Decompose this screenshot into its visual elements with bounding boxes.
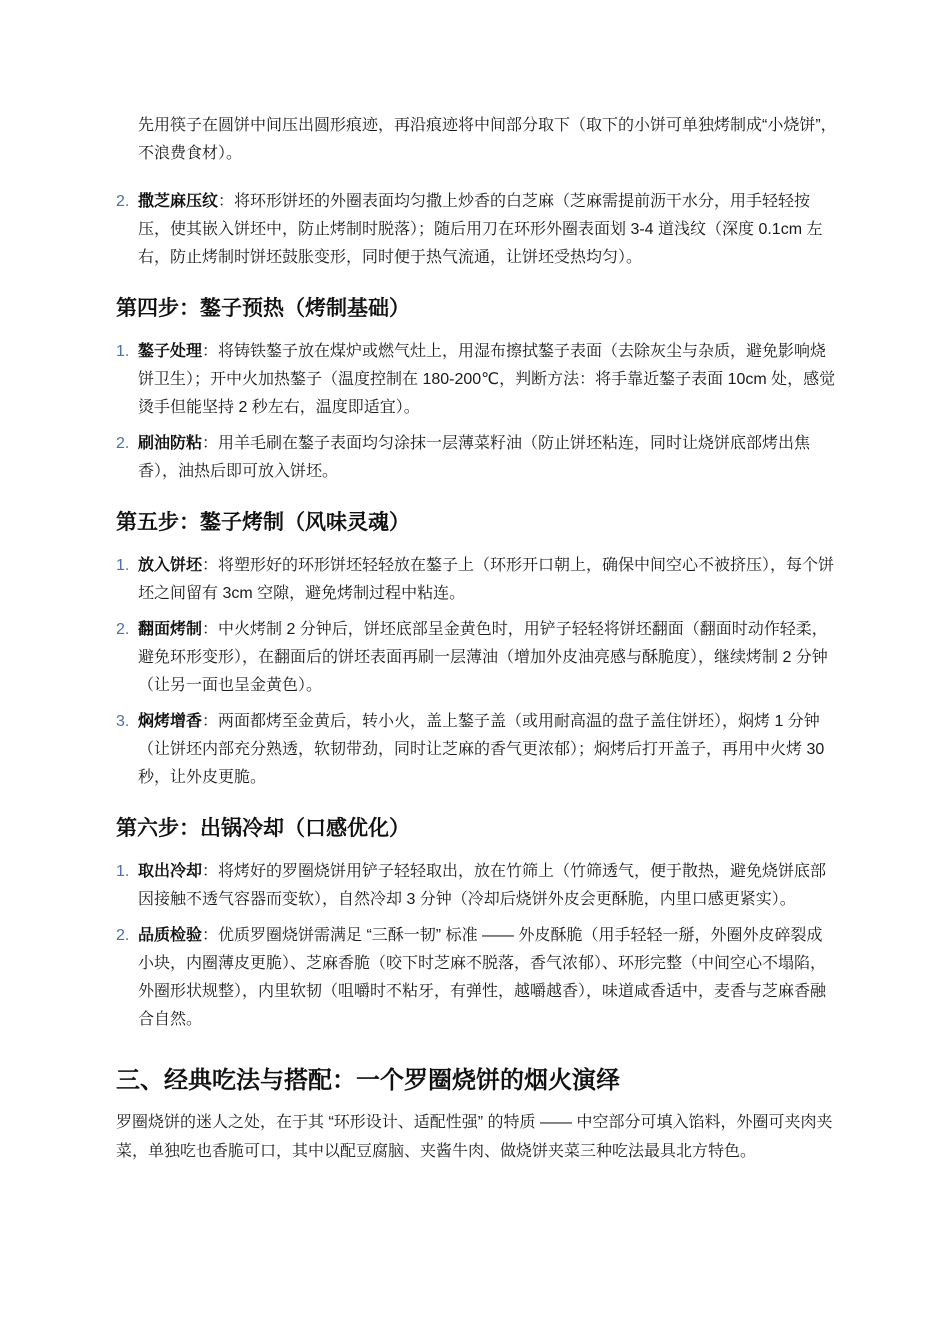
- list-item-term: 翻面烤制: [138, 621, 203, 638]
- section-heading-step6: 第六步：出锅冷却（口感优化）: [116, 817, 410, 840]
- section-heading-step5: 第五步：鏊子烤制（风味灵魂）: [116, 511, 410, 534]
- list-item-term: 品质检验: [138, 927, 203, 944]
- step5-list: [116, 552, 838, 792]
- list-item-sesame-pressing: [116, 188, 838, 272]
- list-item-place-dough: [116, 552, 838, 608]
- list-number: 1.: [116, 863, 130, 880]
- list-item-text: ：将塑形好的环形饼坯轻轻放在鏊子上（环形开口朝上，确保中间空心不被挤压），每个饼坯之间留有 3cm 空隙，避免烤制过程中粘连。: [138, 557, 835, 602]
- list-item-term: 鏊子处理: [138, 343, 203, 360]
- list-item-text: ：优质罗圈烧饼需满足 “三酥一韧” 标准 —— 外皮酥脆（用手轻轻一掰，外圈外皮碎裂成小块，内圈薄皮更脆）、芝麻香脆（咬下时芝麻不脱落，香气浓郁）、环形完整（中间空心不塌陷，外圈形状规整），内里软韧（咀嚼时不粘牙，有弹性，越嚼越香），味道咸香适中，麦香与芝麻香融合自然。: [138, 927, 827, 1028]
- list-number: 1.: [116, 343, 130, 360]
- section3-paragraph: 罗圈烧饼的迷人之处，在于其 “环形设计、适配性强” 的特质 —— 中空部分可填入馅料，外圈可夹肉夹菜，单独吃也香脆可口，其中以配豆腐脑、夹酱牛肉、做烧饼夹菜三种吃法最具北方特色。: [116, 1114, 833, 1160]
- list-item-oil-brushing: [116, 430, 838, 486]
- list-item-term: 取出冷却: [138, 863, 203, 880]
- list-item-term: 刷油防粘: [138, 435, 203, 452]
- list-number: 1.: [116, 557, 130, 574]
- list-item-covered-bake: [116, 708, 838, 792]
- list-number: 2.: [116, 193, 130, 210]
- list-item-term: 放入饼坯: [138, 557, 203, 574]
- list-number: 2.: [116, 927, 130, 944]
- section-heading-step4: 第四步：鏊子预热（烤制基础）: [116, 297, 410, 320]
- list-number: 3.: [116, 713, 130, 730]
- list-item-continuation: 先用筷子在圆饼中间压出圆形痕迹，再沿痕迹将中间部分取下（取下的小饼可单独烤制成“小烧饼”，不浪费食材）。: [138, 117, 837, 162]
- list-item-text: ：将烤好的罗圈烧饼用铲子轻轻取出，放在竹筛上（竹筛透气，便于散热，避免烧饼底部因接触不透气容器而变软），自然冷却 3 分钟（冷却后烧饼外皮会更酥脆，内里口感更紧实）。: [138, 863, 827, 908]
- list-item-flip-bake: [116, 616, 838, 700]
- list-item-term: 焖烤增香: [138, 713, 203, 730]
- list-item-text: ：两面都烤至金黄后，转小火，盖上鏊子盖（或用耐高温的盘子盖住饼坯），焖烤 1 分钟（让饼坯内部充分熟透，软韧带劲，同时让芝麻的香气更浓郁）；焖烤后打开盖子，再用中火烤 30 秒，让外皮更脆。: [138, 713, 825, 786]
- section-heading-3: 三、经典吃法与搭配：一个罗圈烧饼的烟火演绎: [116, 1067, 620, 1094]
- list-item-quality-check: [116, 922, 838, 1034]
- list-number: 2.: [116, 621, 130, 638]
- document-page: [116, 112, 838, 1166]
- list-item-text: ：将环形饼坯的外圈表面均匀撒上炒香的白芝麻（芝麻需提前沥干水分，用手轻轻按压，使其嵌入饼坯中，防止烤制时脱落）；随后用刀在环形外圈表面划 3-4 道浅纹（深度 0.1cm 左右，防止烤制时饼坯鼓胀变形，同时便于热气流通，让饼坯受热均匀）。: [138, 193, 823, 266]
- step4-list: [116, 338, 838, 486]
- step3-list: [116, 188, 838, 272]
- list-item-griddle-prep: [116, 338, 838, 422]
- step6-list: [116, 858, 838, 1034]
- list-item-text: ：用羊毛刷在鏊子表面均匀涂抹一层薄菜籽油（防止饼坯粘连，同时让烧饼底部烤出焦香），油热后即可放入饼坯。: [138, 435, 811, 480]
- list-item-text: ：将铸铁鏊子放在煤炉或燃气灶上，用湿布擦拭鏊子表面（去除灰尘与杂质，避免影响烧饼卫生）；开中火加热鏊子（温度控制在 180-200℃，判断方法：将手靠近鏊子表面 10cm 处，感觉烫手但能坚持 2 秒左右，温度即适宜）。: [138, 343, 836, 416]
- list-number: 2.: [116, 435, 130, 452]
- list-item-cooling: [116, 858, 838, 914]
- list-item-text: ：中火烤制 2 分钟后，饼坯底部呈金黄色时，用铲子轻轻将饼坯翻面（翻面时动作轻柔，避免环形变形），在翻面后的饼坯表面再刷一层薄油（增加外皮油亮感与酥脆度），继续烤制 2 分钟（让另一面也呈金黄色）。: [138, 621, 828, 694]
- list-item-term: 撒芝麻压纹: [138, 193, 219, 210]
